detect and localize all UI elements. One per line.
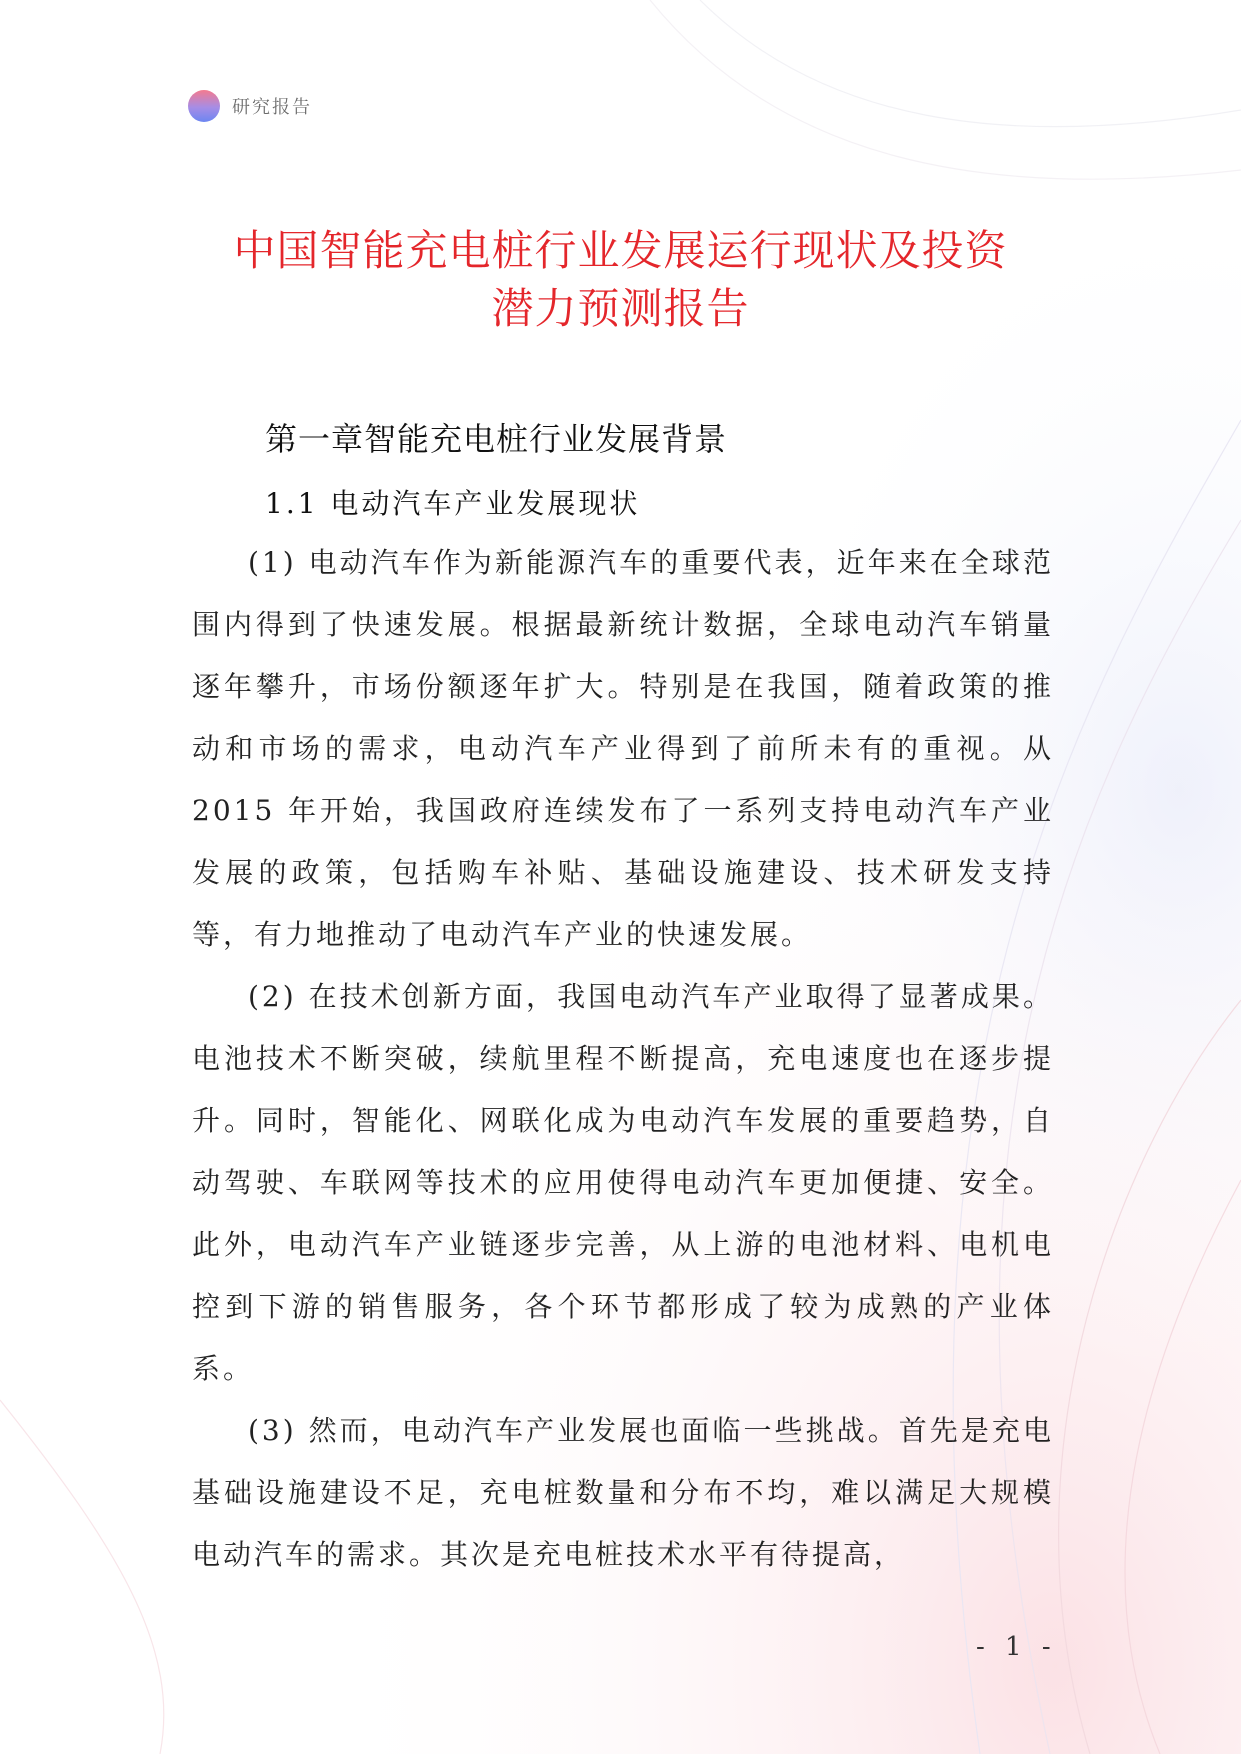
title-line-2: 潜力预测报告 <box>491 284 750 333</box>
logo-circle-icon <box>188 90 220 122</box>
title-line-1: 中国智能充电桩行业发展运行现状及投资 <box>233 226 1008 275</box>
paragraph-3: (3) 然而，电动汽车产业发展也面临一些挑战。首先是充电基础设施建设不足，充电桩数量和分布不均，难以满足大规模电动汽车的需求。其次是充电桩技术水平有待提高， <box>192 1414 1054 1571</box>
chapter-heading: 第一章智能充电桩行业发展背景 <box>265 420 728 458</box>
paragraph-1: (1) 电动汽车作为新能源汽车的重要代表，近年来在全球范围内得到了快速发展。根据最新统计数据，全球电动汽车销量逐年攀升，市场份额逐年扩大。特别是在我国，随着政策的推动和市场的需求，电动汽车产业得到了前所未有的重视。从 2015 年开始，我国政府连续发布了一系列支持电动汽车产业发展的政策，包括购车补贴、基础设施建设、技术研发支持等，有力地推动了电动汽车产业的快速发展。 <box>192 546 1054 951</box>
report-header <box>188 88 312 124</box>
page-number: - 1 - <box>976 1632 1057 1662</box>
paragraph-2: (2) 在技术创新方面，我国电动汽车产业取得了显著成果。电池技术不断突破，续航里程不断提高，充电速度也在逐步提升。同时，智能化、网联化成为电动汽车发展的重要趋势，自动驾驶、车联网等技术的应用使得电动汽车更加便捷、安全。此外，电动汽车产业链逐步完善，从上游的电池材料、电机电控到下游的销售服务，各个环节都形成了较为成熟的产业体系。 <box>192 980 1054 1385</box>
document-title <box>150 222 1091 338</box>
section-heading: 1.1 电动汽车产业发展现状 <box>265 487 641 520</box>
body-text <box>192 532 1054 1586</box>
header-label: 研究报告 <box>232 97 312 118</box>
